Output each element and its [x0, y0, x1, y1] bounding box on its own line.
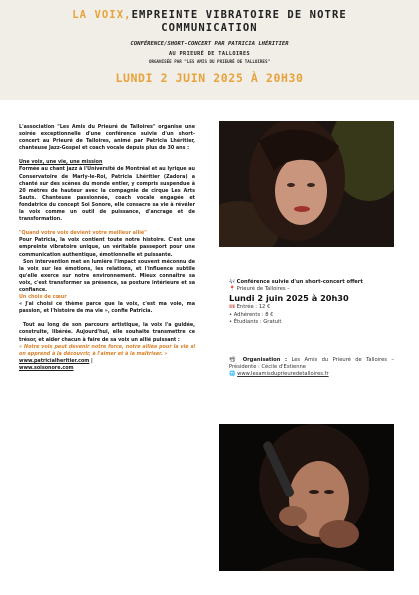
event-date-large: Lundi 2 juin 2025 à 20h30	[229, 293, 349, 304]
subtitle-line3: ORGANISÉE PAR "LES AMIS DU PRIEURÉ DE TALLOIRES"	[148, 59, 270, 64]
section-heading-voice: "Quand votre voix devient votre meilleur allié"	[19, 230, 147, 237]
title-accent: LA VOIX,	[72, 9, 132, 21]
price-members: • Adhérents : 8 €	[229, 311, 274, 318]
organisation-website-link[interactable]: www.lesamisduprieuredetalloires.fr	[237, 371, 329, 378]
section-heading-choice: Un choix de cœur	[19, 294, 67, 301]
event-date-heading: LUNDI 2 JUIN 2025 À 20H30	[115, 71, 304, 85]
closing-quote: « Notre voix peut devenir notre force, notre alliée pour la vie si on apprend à la découvrir, à l'aimer et à la maîtriser. »	[19, 343, 195, 357]
location-pin-icon: 📍	[229, 286, 236, 293]
journey-paragraph: Tout au long de son parcours artistique, la voix l'a guidée, construite, libérée. Aujourd'hui, elle souhaite transmettre ce trésor, et aider chacun à faire de sa voix un allié puissant :	[19, 322, 195, 343]
portrait-photo	[219, 121, 394, 247]
subtitle-line2: AU PRIEURÉ DE TALLOIRES	[168, 51, 251, 57]
impact-paragraph: Son intervention met en lumière l'impact souvent méconnu de la voix sur les émotions, les relations, et l'influence subtile qu'elle exerce sur notre environnement. Mieux connaître sa voix, c'est transformer sa présence, sa posture intérieure et sa confiance.	[19, 258, 195, 293]
singer-illustration	[219, 424, 394, 571]
page-title	[0, 9, 419, 35]
singer-photo	[219, 424, 394, 571]
projector-icon: 📽	[229, 357, 239, 363]
main-text-column	[19, 124, 195, 372]
subtitle-line1: CONFÉRENCE/SHORT-CONCERT PAR PATRICIA LHÉRITIER	[130, 41, 289, 47]
title-rest: EMPREINTE VIBRATOIRE DE NOTRE	[131, 9, 347, 21]
soisonore-website-link[interactable]: www.soisonore.com	[19, 364, 74, 371]
globe-icon: 🌐	[229, 371, 236, 378]
patricia-website-link[interactable]: www.patricialheritier.com	[19, 357, 90, 364]
choice-quote-paragraph: « J'ai choisi ce thème parce que la voix, c'est ma voie, ma passion, et l'histoire de ma vie », confie Patricia.	[19, 301, 195, 315]
intro-paragraph: L'association "Les Amis du Prieuré de Talloires" organise une soirée exceptionnelle d'une conférence suivie d'un short-concert au Prieuré de Talloires, animé par Patricia Lhéritier, chanteuse Jazz-Gospel et coach vocale depuis plus de 30 ans :	[19, 124, 195, 152]
event-info-block	[229, 279, 394, 326]
organisation-block	[229, 357, 394, 379]
voice-paragraph: Pour Patricia, la voix contient toute notre histoire. C'est une empreinte vibratoire unique, un véritable passeport pour une communication authentique, émotionnelle et puissante.	[19, 237, 195, 258]
price-entry: Entrée : 12 €	[236, 304, 271, 311]
bio-paragraph: Formée au chant jazz à l'Université de Montréal et au lyrique au Conservatoire de Marly-le-Roi, Patricia Lhéritier (Zadora) a chanté sur des scènes du monde entier, y compris suspendue à 20 mètres de hauteur avec la compagnie de cirque Les Arts Sauts. Chanteuse passionnée, coach vocale engagée et fondatrice du concept Soi Sonore, elle consacre sa vie à révéler la voix comme un outil de puissance, d'ancrage et de transformation.	[19, 166, 195, 223]
event-label: Conférence suivie d'un short-concert offert	[236, 279, 363, 285]
organisation-label: Organisation :	[242, 357, 288, 363]
header-banner	[0, 0, 419, 100]
title-line2: COMMUNICATION	[161, 22, 258, 34]
ticket-icon: 🎟	[229, 304, 236, 311]
organisation-text: Les Amis du Prieuré de Talloires – Présidente : Cécile d'Estienne	[229, 357, 394, 371]
portrait-illustration	[219, 121, 394, 247]
music-icon: 🎶	[229, 279, 236, 285]
link-separator: |	[89, 357, 93, 364]
price-students: • Étudiants : Gratuit	[229, 318, 282, 325]
event-place: Prieuré de Talloires –	[236, 286, 290, 293]
section-heading-mission: Une voix, une vie, une mission	[19, 159, 103, 166]
